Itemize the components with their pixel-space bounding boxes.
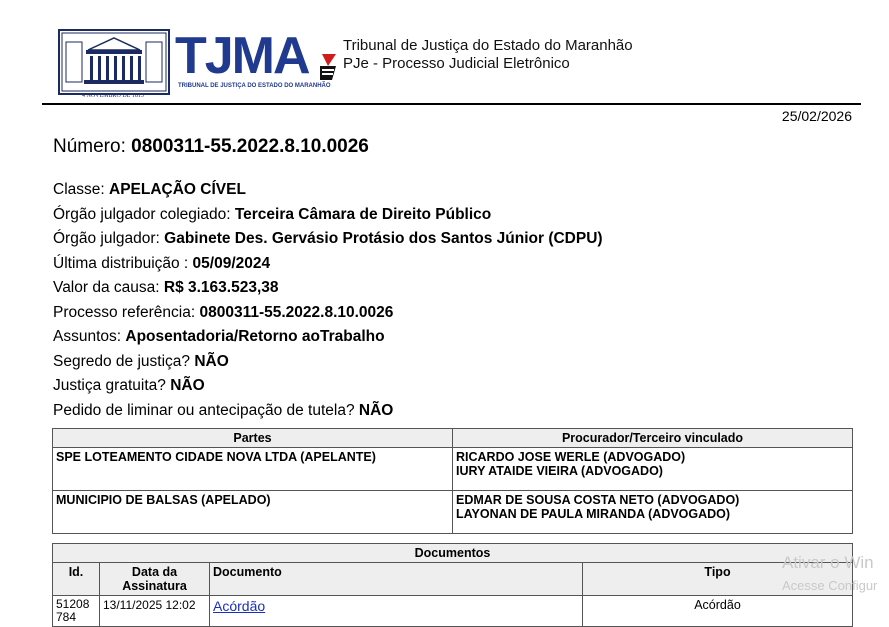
org-line-1: Tribunal de Justiça do Estado do Maranhão <box>343 37 633 54</box>
field-value: Aposentadoria/Retorno aoTrabalho <box>125 328 385 345</box>
field-label: Justiça gratuita? <box>53 377 171 394</box>
print-date: 25/02/2026 <box>781 108 852 124</box>
field-value: NÃO <box>358 401 394 419</box>
parte-cell: SPE LOTEAMENTO CIDADE NOVA LTDA (APELANTE) <box>53 448 453 491</box>
table-header-row <box>53 563 853 596</box>
process-fields <box>53 178 603 423</box>
field-label: Assuntos: <box>53 328 126 345</box>
document-date-cell: 13/11/2025 12:02 <box>100 596 210 627</box>
procurador-name: EDMAR DE SOUSA COSTA NETO (ADVOGADO) <box>456 493 740 507</box>
field-orgao-julgador <box>53 227 603 252</box>
table-row <box>53 596 853 627</box>
document-id-line: 784 <box>56 610 77 624</box>
procurador-name: LAYONAN DE PAULA MIRANDA (ADVOGADO) <box>456 507 731 521</box>
document-header <box>42 0 861 105</box>
activation-watermark-line-2: Acesse Configur <box>782 578 878 593</box>
column-header-partes: Partes <box>53 429 453 448</box>
field-assuntos <box>53 325 603 350</box>
field-orgao-colegiado <box>53 203 603 228</box>
field-value: 05/09/2024 <box>192 254 271 272</box>
seal-caption: 4 NOVEMBRO DE 1813 <box>82 93 144 99</box>
field-valor-causa <box>53 276 603 301</box>
procurador-name: RICARDO JOSE WERLE (ADVOGADO) <box>456 450 686 464</box>
field-label: Classe: <box>53 181 109 198</box>
field-justica-gratuita <box>53 374 603 399</box>
activation-watermark-line-1: Ativar o Win <box>782 553 874 572</box>
procurador-name: IURY ATAIDE VIEIRA (ADVOGADO) <box>456 464 663 478</box>
field-processo-referencia <box>53 301 603 326</box>
documentos-table <box>52 543 853 627</box>
field-ultima-distribuicao <box>53 252 603 277</box>
table-title-row <box>53 544 853 563</box>
process-number-label: Número: <box>53 136 126 157</box>
field-label: Segredo de justiça? <box>53 352 195 370</box>
field-label: Última distribuição : <box>53 254 193 272</box>
field-label: Órgão julgador colegiado: <box>53 205 235 223</box>
maranhao-flag-icon <box>318 52 338 82</box>
field-classe <box>53 178 603 203</box>
document-id-cell <box>53 596 100 627</box>
organization-name <box>343 37 633 73</box>
documentos-title: Documentos <box>53 544 853 563</box>
column-header-id: Id. <box>53 563 100 596</box>
field-pedido-liminar <box>53 399 603 424</box>
table-row <box>53 491 853 534</box>
procurador-cell <box>453 491 853 534</box>
field-value: NÃO <box>170 377 205 394</box>
parte-cell: MUNICIPIO DE BALSAS (APELADO) <box>53 491 453 534</box>
field-value: Terceira Câmara de Direito Público <box>234 205 492 223</box>
column-header-documento: Documento <box>210 563 583 596</box>
partes-table <box>52 428 853 534</box>
field-label: Órgão julgador: <box>53 230 165 247</box>
column-header-procurador: Procurador/Terceiro vinculado <box>453 429 853 448</box>
column-header-tipo: Tipo <box>583 563 853 596</box>
procurador-cell <box>453 448 853 491</box>
field-label: Pedido de liminar ou antecipação de tutela? <box>53 401 359 419</box>
field-value: Gabinete Des. Gervásio Protásio dos Santos Júnior (CDPU) <box>164 230 603 247</box>
field-segredo-justica <box>53 350 603 375</box>
field-value: APELAÇÃO CÍVEL <box>109 181 246 198</box>
logo-subtitle: TRIBUNAL DE JUSTIÇA DO ESTADO DO MARANHÃO <box>178 83 331 89</box>
org-line-2: PJe - Processo Judicial Eletrônico <box>343 55 570 72</box>
tjma-logo: TJMA <box>175 27 309 85</box>
document-type-cell: Acórdão <box>583 596 853 627</box>
courthouse-seal-icon <box>58 28 170 102</box>
document-name-cell <box>210 596 583 627</box>
document-id-line: 51208 <box>56 597 90 611</box>
process-number <box>53 136 369 158</box>
field-value: 0800311-55.2022.8.10.0026 <box>199 303 394 321</box>
column-header-data: Data da Assinatura <box>100 563 210 596</box>
field-label: Valor da causa: <box>53 279 164 296</box>
field-value: NÃO <box>194 352 229 370</box>
field-label: Processo referência: <box>53 303 200 321</box>
document-link[interactable]: Acórdão <box>213 598 266 614</box>
table-header-row <box>53 429 853 448</box>
table-row <box>53 448 853 491</box>
process-number-value: 0800311-55.2022.8.10.0026 <box>131 136 369 157</box>
field-value: R$ 3.163.523,38 <box>163 279 279 296</box>
